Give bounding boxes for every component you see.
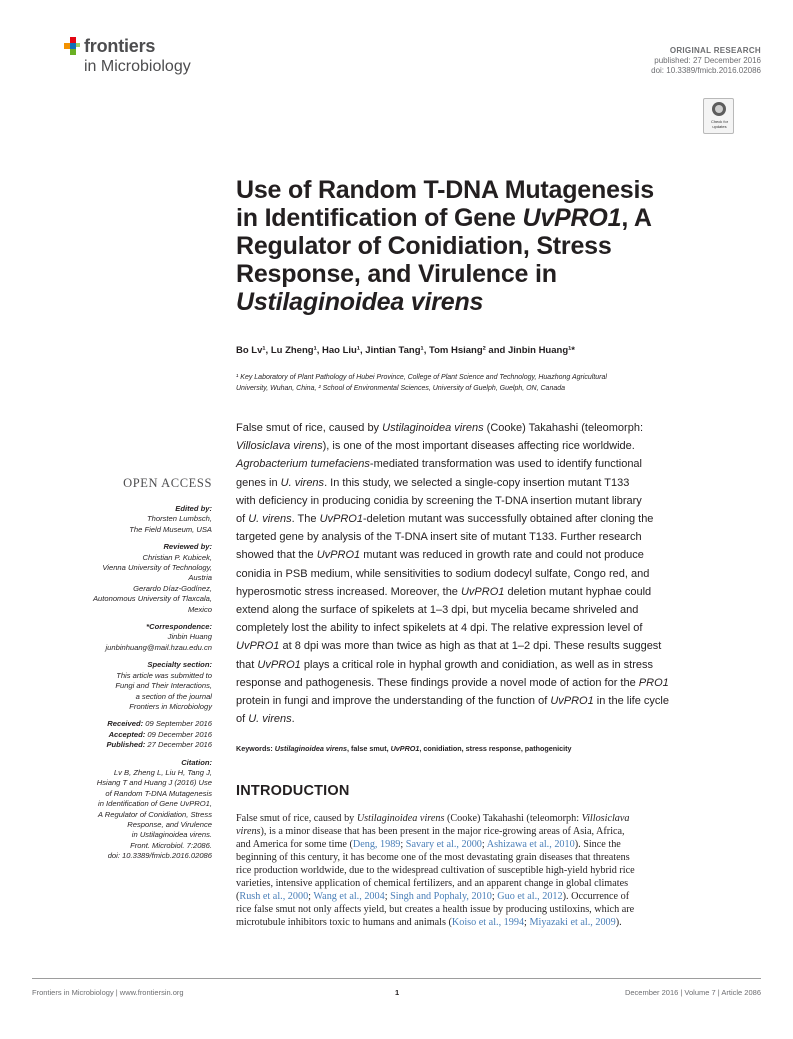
abstract-line: [236, 419, 738, 437]
logo-frontiers-text: frontiers: [84, 36, 156, 56]
text-run: U. virens: [248, 513, 292, 526]
text-run: ).: [615, 917, 622, 928]
sidebar-line: in Ustilaginoidea virens.: [131, 830, 212, 840]
date-label: Accepted:: [108, 729, 146, 739]
citation-link[interactable]: Singh and Pophaly, 2010: [390, 891, 492, 902]
article-sidebar: [40, 504, 212, 862]
text-run: UvPRO1: [316, 549, 361, 562]
text-run: Ustilaginoidea virens: [356, 813, 445, 824]
intro-line: [236, 864, 738, 877]
text-run: U. virens: [280, 476, 325, 489]
text-run: Regulator of Conidiation, Stress: [236, 232, 612, 260]
text-run: ). Occurrence of: [562, 891, 630, 902]
abstract-line: [236, 437, 738, 455]
keywords: [236, 744, 572, 753]
text-run: -deletion mutant was successfully obtained after cloning the: [362, 513, 654, 526]
article-title: [236, 176, 756, 316]
journal-logo: [62, 32, 232, 80]
text-run: Villosiclava: [581, 813, 630, 824]
text-run: .: [291, 713, 295, 726]
text-run: ;: [308, 891, 314, 902]
sidebar-line: Response, and Virulence: [127, 819, 212, 829]
text-run: of: [236, 513, 249, 526]
date-value: 27 December 2016: [145, 740, 212, 750]
text-run: UvPRO1: [522, 204, 622, 232]
sidebar-line: a section of the journal: [135, 691, 212, 701]
spacer: [40, 751, 212, 758]
text-run: Villosiclava virens: [236, 440, 323, 453]
text-run: genes in: [236, 476, 281, 489]
spacer: [40, 712, 212, 719]
sidebar-line: Gerardo Díaz-Godínez,: [133, 583, 212, 593]
text-run: UvPRO1: [319, 513, 363, 526]
abstract-line: [236, 601, 738, 619]
sidebar-heading: Reviewed by:: [163, 542, 212, 552]
date-value: 09 December 2016: [145, 729, 212, 739]
text-run: ;: [491, 891, 498, 902]
text-run: in the life cycle: [593, 695, 669, 708]
sidebar-heading: *Correspondence:: [146, 622, 212, 632]
intro-line: [236, 877, 738, 890]
text-run: ;: [384, 891, 391, 902]
intro-line: [236, 851, 738, 864]
sidebar-heading: Edited by:: [175, 504, 212, 513]
article-meta: [651, 46, 761, 76]
text-run: rice false smut not only affects yield, but creates a health issue by producing ustiloxins, which are: [236, 904, 635, 915]
logo-journal-text: in Microbiology: [84, 58, 191, 75]
text-run: UvPRO1: [460, 585, 505, 598]
sidebar-line: Austria: [188, 573, 212, 583]
abstract-line: [236, 474, 738, 492]
citation-link[interactable]: Ashizawa et al., 2010: [486, 839, 575, 850]
abstract: [236, 419, 738, 728]
date-label: Published:: [106, 740, 146, 750]
text-run: (: [236, 891, 240, 902]
citation-link[interactable]: Deng, 1989: [352, 839, 401, 850]
sidebar-line: Front. Microbiol. 7:2086.: [130, 840, 212, 850]
text-run: ;: [481, 839, 487, 850]
spacer: [40, 535, 212, 542]
intro-line: [236, 916, 738, 929]
text-run: deletion mutant hyphae could: [504, 585, 652, 598]
title-line: [236, 260, 756, 288]
keyword-run: Keywords:: [236, 744, 275, 753]
abstract-line: [236, 637, 738, 655]
text-run: at 8 dpi was more than twice as high as that at 1–2 dpi. These results suggest: [279, 640, 662, 653]
spacer: [40, 653, 212, 660]
footer-journal-link[interactable]: Frontiers in Microbiology | www.frontiersin.org: [32, 988, 184, 997]
text-run: (Cooke) Takahashi (teleomorph:: [444, 813, 582, 824]
title-line: [236, 204, 756, 232]
text-run: in Identification of Gene: [236, 204, 523, 232]
text-run: U. virens: [248, 713, 292, 726]
affiliation-line: ¹ Key Laboratory of Plant Pathology of Hubei Province, College of Plant Science and Technology, Huazhong Agricultural: [236, 374, 607, 381]
article-doi[interactable]: doi: 10.3389/fmicb.2016.02086: [651, 66, 761, 75]
introduction-body: [236, 812, 738, 929]
published-date: published: 27 December 2016: [654, 56, 761, 65]
sidebar-line: A Regulator of Conidiation, Stress: [97, 809, 212, 819]
text-run: ), is a minor disease that has been present in the major rice-growing areas of Asia, Africa,: [260, 826, 625, 837]
abstract-line: [236, 528, 738, 546]
keyword-run: , false smut,: [347, 744, 391, 753]
crossmark-icon: [712, 102, 726, 116]
text-run: Ustilaginoidea virens: [236, 288, 484, 316]
spacer: [40, 615, 212, 622]
text-run: beginning of this century, it has become one of the most devastating grain diseases that threatens: [236, 852, 630, 863]
affiliation-line: University, Wuhan, China, ² School of Environmental Sciences, University of Guelph, Guelph, ON, Canada: [236, 385, 566, 392]
date-label: Received:: [107, 719, 144, 729]
text-run: targeted gene by analysis of the T-DNA insert site of mutant T133. Further research: [236, 531, 642, 544]
text-run: UvPRO1: [236, 640, 280, 653]
sidebar-line: Hsiang T and Huang J (2016) Use: [96, 778, 212, 788]
sidebar-line: Mexico: [187, 604, 212, 614]
title-line: [236, 176, 756, 204]
sidebar-line: Fungi and Their Interactions,: [115, 681, 212, 691]
text-run: False smut of rice, caused by: [236, 422, 383, 434]
sidebar-line: Christian P. Kubicek,: [142, 552, 212, 562]
sidebar-line: Jinbin Huang: [167, 632, 212, 642]
text-run: PRO1: [638, 676, 669, 689]
text-run: mutant was reduced in growth rate and could not produce: [360, 549, 644, 562]
text-run: , A: [621, 204, 652, 232]
intro-line: [236, 812, 738, 825]
date-line: [40, 719, 212, 729]
text-run: rice production worldwide, due to the widespread cultivation of susceptible high-yield hybrid rice: [236, 865, 635, 876]
text-run: Agrobacterium tumefaciens: [236, 458, 370, 471]
text-run: plays a critical role in hyphal growth and conidiation, as well as in stress: [300, 658, 653, 671]
title-line: [236, 232, 756, 260]
citation-link[interactable]: Wang et al., 2004: [313, 891, 385, 902]
keyword-run: , conidiation, stress response, pathogenicity: [419, 744, 572, 753]
author-list: Bo Lv¹, Lu Zheng¹, Hao Liu¹, Jintian Tang¹, Tom Hsiang² and Jinbin Huang¹*: [236, 345, 575, 356]
sidebar-line: Thorsten Lumbsch,: [147, 514, 212, 524]
text-run: and America for some time (: [236, 839, 353, 850]
text-run: extend along the surface of spikelets at 1–3 dpi, but mycelia became shriveled and: [236, 604, 639, 617]
sidebar-line: doi: 10.3389/fmicb.2016.02086: [107, 851, 212, 861]
affiliations: [236, 372, 736, 394]
text-run: hyperosmotic stress increased. Moreover, the: [236, 585, 461, 598]
text-run: ;: [400, 839, 406, 850]
abstract-line: [236, 510, 738, 528]
sidebar-heading: Citation:: [181, 757, 212, 767]
text-run: protein in fungi and improve the understanding of the function of: [236, 695, 551, 708]
text-run: . In this study, we selected a single-copy insertion mutant T133: [324, 476, 630, 489]
sidebar-heading: Specialty section:: [147, 660, 212, 670]
text-run: ), is one of the most important diseases affecting rice worldwide.: [322, 440, 635, 453]
check-for-updates-text: Check for updates: [710, 119, 729, 129]
section-heading-introduction: INTRODUCTION: [236, 783, 350, 799]
keyword-run: UvPRO1: [390, 744, 420, 753]
text-run: varieties, intensive application of chemical fertilizers, and an apparent change in global climates: [236, 878, 629, 889]
text-run: virens: [236, 826, 261, 837]
intro-line: [236, 890, 738, 903]
intro-line: [236, 838, 738, 851]
sidebar-line: Lv B, Zheng L, Liu H, Tang J,: [113, 767, 212, 777]
text-run: showed that the: [236, 549, 317, 562]
keyword-run: Ustilaginoidea virens: [274, 744, 348, 753]
text-run: with deficiency in producing conidia by screening the T-DNA insertion mutant library: [236, 494, 642, 507]
date-value: 09 September 2016: [143, 719, 212, 729]
date-line: [40, 730, 212, 740]
frontiers-logo-icon: [62, 34, 84, 56]
text-run: of: [236, 713, 249, 726]
sidebar-line: in Identification of Gene UvPRO1,: [98, 799, 212, 809]
sidebar-line: of Random T-DNA Mutagenesis: [105, 788, 212, 798]
abstract-line: [236, 674, 738, 692]
abstract-line: [236, 546, 738, 564]
date-line: [40, 740, 212, 750]
sidebar-line: Vienna University of Technology,: [102, 563, 212, 573]
text-run: Ustilaginoidea virens: [382, 422, 484, 434]
text-run: that: [236, 658, 258, 671]
abstract-line: [236, 710, 738, 728]
abstract-line: [236, 583, 738, 601]
page-number: 1: [395, 988, 400, 997]
sidebar-line: junbinhuang@mail.hzau.edu.cn: [105, 642, 212, 652]
text-run: Response, and Virulence in: [236, 260, 557, 288]
abstract-line: [236, 455, 738, 473]
abstract-line: [236, 656, 738, 674]
text-run: Use of Random T-DNA Mutagenesis: [236, 176, 654, 204]
title-line: [236, 288, 756, 316]
text-run: UvPRO1: [550, 695, 594, 708]
text-run: response and pathogenesis. These findings provide a novel mode of action for the: [236, 676, 639, 689]
text-run: microtubule inhibitors toxic to humans and animals (: [236, 917, 452, 928]
abstract-line: [236, 692, 738, 710]
text-run: -mediated transformation was used to identify functional: [369, 458, 642, 471]
footer-divider: [32, 978, 761, 979]
text-run: False smut of rice, caused by: [236, 813, 357, 824]
text-run: UvPRO1: [257, 658, 301, 671]
sidebar-line: Autonomous University of Tlaxcala,: [92, 594, 212, 604]
text-run: conidia in PSB medium, while sensitivities to sodium dodecyl sulfate, Congo red, and: [236, 567, 650, 580]
article-type: ORIGINAL RESEARCH: [669, 46, 761, 55]
sidebar-line: This article was submitted to: [116, 670, 212, 680]
sidebar-line: Frontiers in Microbiology: [129, 701, 212, 711]
intro-line: [236, 903, 738, 916]
abstract-line: [236, 619, 738, 637]
text-run: completely lost the ability to infect spikelets at 4 dpi. The relative expression level of: [236, 622, 643, 635]
text-run: . The: [291, 513, 320, 526]
text-run: ;: [524, 917, 530, 928]
citation-link[interactable]: Miyazaki et al., 2009: [529, 917, 616, 928]
text-run: ). Since the: [574, 839, 621, 850]
open-access-label: OPEN ACCESS: [123, 476, 212, 490]
sidebar-line: The Field Museum, USA: [129, 524, 212, 534]
intro-line: [236, 825, 738, 838]
citation-link[interactable]: Rush et al., 2000: [239, 891, 309, 902]
abstract-line: [236, 565, 738, 583]
footer-volume-info: December 2016 | Volume 7 | Article 2086: [624, 988, 761, 997]
abstract-line: [236, 492, 738, 510]
text-run: (Cooke) Takahashi (teleomorph:: [483, 422, 644, 434]
citation-link[interactable]: Guo et al., 2012: [497, 891, 563, 902]
check-for-updates-badge[interactable]: [703, 98, 734, 134]
citation-link[interactable]: Koiso et al., 1994: [451, 917, 525, 928]
citation-link[interactable]: Savary et al., 2000: [405, 839, 482, 850]
